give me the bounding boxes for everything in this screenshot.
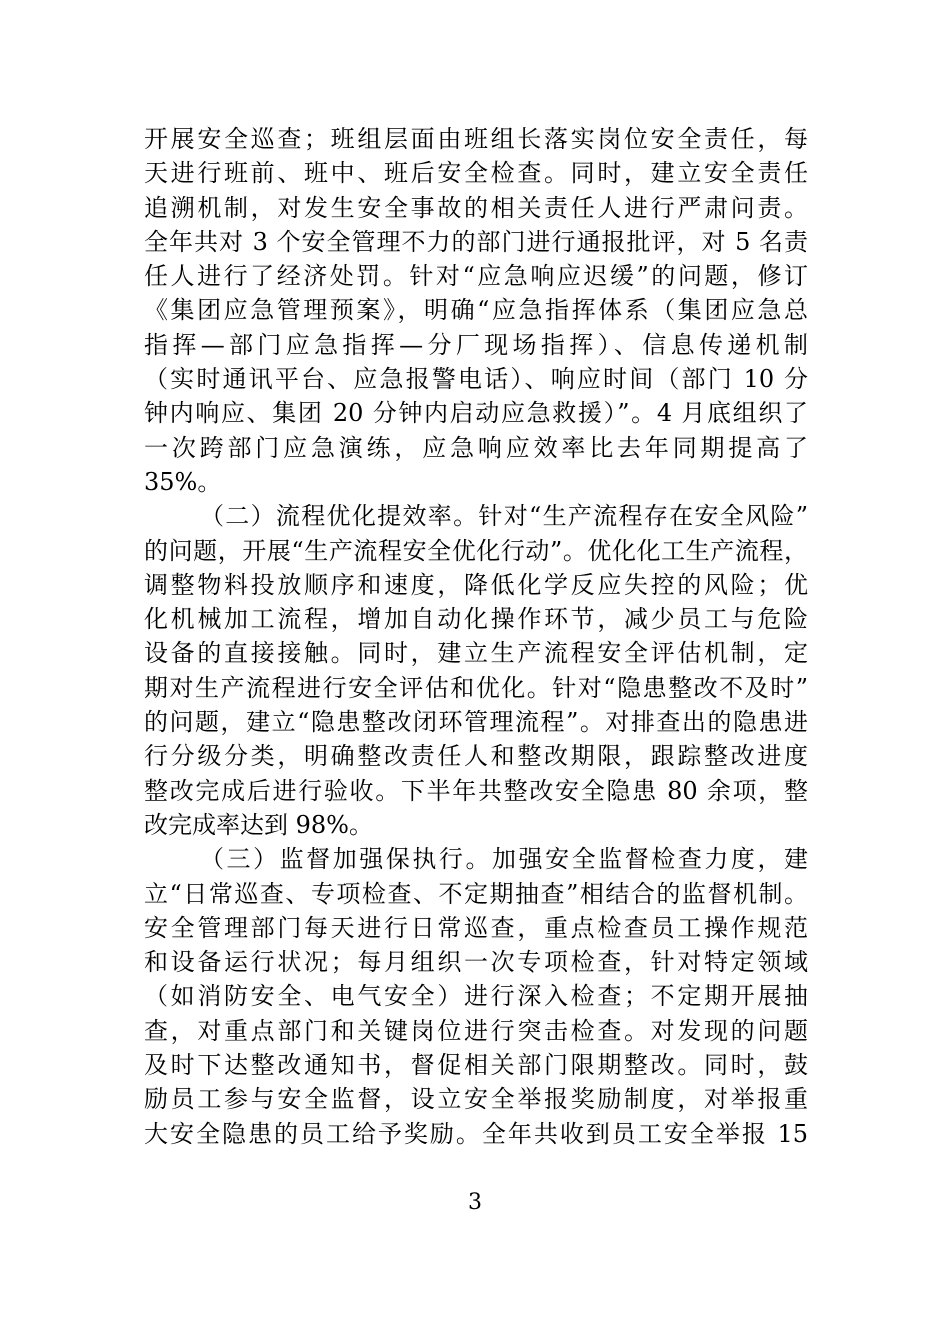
text-line: 整改完成后进行验收。下半年共整改安全隐患 80 余项，整 <box>144 776 808 805</box>
text-line: 全年共对 3 个安全管理不力的部门进行通报批评，对 5 名责 <box>144 227 808 256</box>
text-line: 大安全隐患的员工给予奖励。全年共收到员工安全举报 15 <box>144 1119 808 1148</box>
text-line: （如消防安全、电气安全）进行深入检查；不定期开展抽 <box>144 982 808 1011</box>
text-line: 立“日常巡查、专项检查、不定期抽查”相结合的监督机制。 <box>144 879 808 908</box>
page-number: 3 <box>468 1190 482 1215</box>
text-line: 指挥—部门应急指挥—分厂现场指挥）、信息传递机制 <box>144 330 808 359</box>
text-line: 的问题，开展“生产流程安全优化行动”。优化化工生产流程， <box>144 536 808 565</box>
paragraph-2 <box>144 499 808 842</box>
text-line: 的问题，建立“隐患整改闭环管理流程”。对排查出的隐患进 <box>144 708 808 737</box>
body-text <box>144 122 808 1151</box>
text-line: 和设备运行状况；每月组织一次专项检查，针对特定领域 <box>144 948 808 977</box>
text-line: 励员工参与安全监督，设立安全举报奖励制度，对举报重 <box>144 1085 808 1114</box>
text-line: 一次跨部门应急演练，应急响应效率比去年同期提高了 <box>144 433 808 462</box>
text-line: 钟内响应、集团 20 分钟内启动应急救援）”。4 月底组织了 <box>144 399 808 428</box>
section-heading-line: （三）监督加强保执行。加强安全监督检查力度，建 <box>200 845 808 874</box>
paragraph-3 <box>144 842 808 1151</box>
text-line: 35%。 <box>144 467 222 496</box>
text-line: 设备的直接接触。同时，建立生产流程安全评估机制，定 <box>144 639 808 668</box>
text-line: 追溯机制，对发生安全事故的相关责任人进行严肃问责。 <box>144 193 808 222</box>
text-line: 开展安全巡查；班组层面由班组长落实岗位安全责任，每 <box>144 125 808 153</box>
section-heading-line: （二）流程优化提效率。针对“生产流程存在安全风险” <box>200 502 808 531</box>
text-line: 改完成率达到 98%。 <box>144 810 373 839</box>
paragraph-1 <box>144 122 808 499</box>
text-line: 调整物料投放顺序和速度，降低化学反应失控的风险；优 <box>144 570 808 599</box>
text-line: 行分级分类，明确整改责任人和整改期限，跟踪整改进度 <box>144 742 808 771</box>
text-line: 任人进行了经济处罚。针对“应急响应迟缓”的问题，修订 <box>144 262 808 291</box>
text-line: 期对生产流程进行安全评估和优化。针对“隐患整改不及时” <box>144 673 808 702</box>
text-line: 化机械加工流程，增加自动化操作环节，减少员工与危险 <box>144 605 808 634</box>
text-line: 天进行班前、班中、班后安全检查。同时，建立安全责任 <box>144 159 808 188</box>
text-line: 及时下达整改通知书，督促相关部门限期整改。同时，鼓 <box>144 1051 808 1080</box>
text-line: 安全管理部门每天进行日常巡查，重点检查员工操作规范 <box>144 913 808 942</box>
text-line: 《集团应急管理预案》，明确“应急指挥体系（集团应急总 <box>144 296 808 325</box>
text-line: （实时通讯平台、应急报警电话）、响应时间（部门 10 分 <box>144 365 808 394</box>
text-line: 查，对重点部门和关键岗位进行突击检查。对发现的问题 <box>144 1016 808 1045</box>
